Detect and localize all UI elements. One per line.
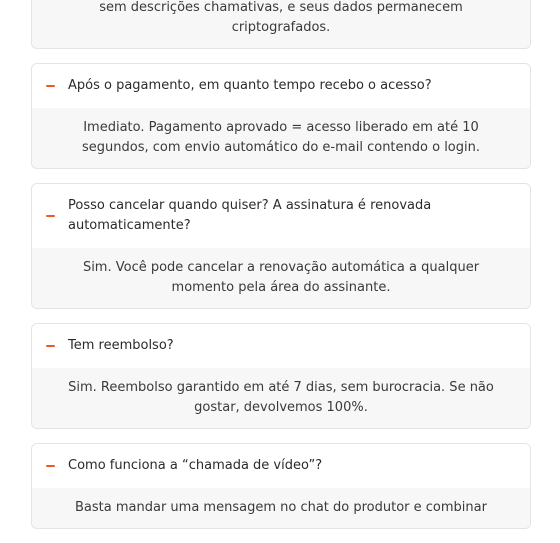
minus-icon <box>46 215 55 217</box>
faq-answer <box>32 0 530 48</box>
faq-item <box>31 323 531 429</box>
faq-answer-text: Imediato. Pagamento aprovado = acesso liberado em até 10 segundos, com envio automático do e-mail contendo o login. <box>81 120 480 155</box>
faq-answer-text: sem descrições chamativas, e seus dados permanecem criptografados. <box>99 0 463 35</box>
faq-answer <box>32 368 530 428</box>
minus-icon <box>46 85 55 87</box>
faq-question-text: Como funciona a “chamada de vídeo”? <box>68 458 323 473</box>
faq-list <box>31 0 531 543</box>
faq-question-text: Posso cancelar quando quiser? A assinatura é renovada automaticamente? <box>68 198 432 233</box>
faq-answer <box>32 108 530 168</box>
faq-question-text: Tem reembolso? <box>68 338 174 353</box>
minus-icon <box>46 465 55 467</box>
minus-icon <box>46 345 55 347</box>
faq-item <box>31 0 531 49</box>
faq-question-toggle[interactable] <box>32 184 530 248</box>
faq-item <box>31 183 531 309</box>
faq-answer-text: Sim. Você pode cancelar a renovação automática a qualquer momento pela área do assinante. <box>82 260 480 295</box>
faq-question-text: Após o pagamento, em quanto tempo recebo o acesso? <box>68 78 432 93</box>
faq-item <box>31 63 531 169</box>
faq-answer <box>32 488 530 528</box>
faq-answer <box>32 248 530 308</box>
faq-item <box>31 443 531 529</box>
faq-question-toggle[interactable] <box>32 324 530 368</box>
faq-answer-text: Sim. Reembolso garantido em até 7 dias, sem burocracia. Se não gostar, devolvemos 100%. <box>68 380 494 415</box>
faq-question-toggle[interactable] <box>32 444 530 488</box>
faq-answer-text: Basta mandar uma mensagem no chat do produtor e combinar <box>75 500 487 515</box>
faq-question-toggle[interactable] <box>32 64 530 108</box>
